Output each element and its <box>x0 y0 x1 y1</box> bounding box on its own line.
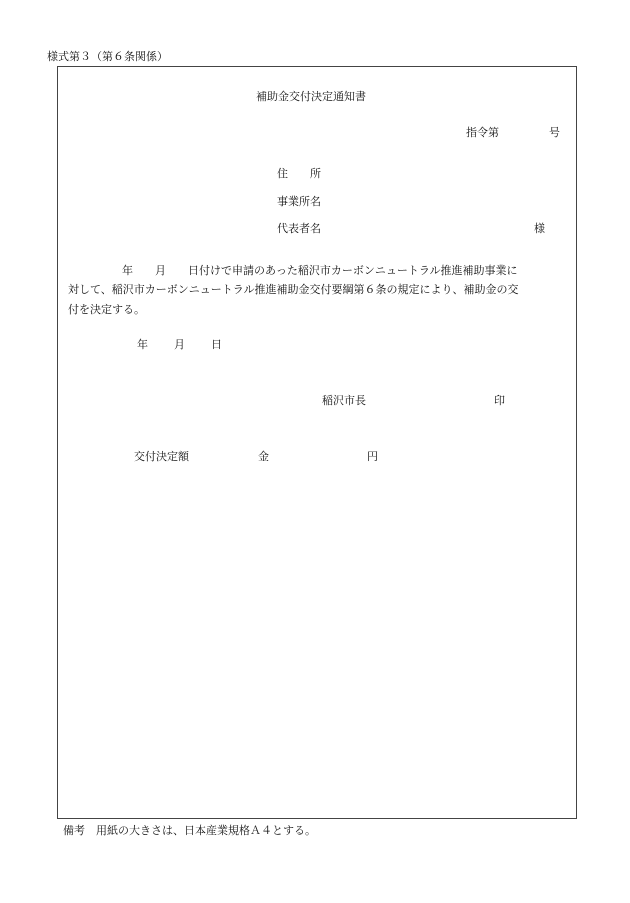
form-label: 様式第３（第６条関係） <box>47 50 168 63</box>
honorific: 様 <box>534 222 545 235</box>
issuer-name: 稲沢市長 <box>322 394 366 407</box>
date-day: 日 <box>211 338 222 351</box>
note: 備考 用紙の大きさは、日本産業規格Ａ４とする。 <box>63 824 316 837</box>
amount-unit: 円 <box>367 450 378 463</box>
body-line-1: 年 月 日付けで申請のあった稲沢市カーボンニュートラル推進補助事業に <box>122 264 518 277</box>
document-title: 補助金交付決定通知書 <box>256 90 366 103</box>
date-month: 月 <box>174 338 185 351</box>
amount-label: 交付決定額 <box>134 450 189 463</box>
amount-prefix: 金 <box>258 450 269 463</box>
seal-mark: 印 <box>494 394 505 407</box>
date-year: 年 <box>137 338 148 351</box>
reference-number-suffix: 号 <box>549 126 560 139</box>
address-label: 住 所 <box>277 167 321 180</box>
representative-label: 代表者名 <box>277 222 321 235</box>
office-name-label: 事業所名 <box>277 195 321 208</box>
reference-number-prefix: 指令第 <box>466 126 499 139</box>
body-line-3: 付を決定する。 <box>68 303 145 316</box>
body-line-2: 対して、稲沢市カーボンニュートラル推進補助金交付要綱第６条の規定により、補助金の交 <box>68 283 519 296</box>
